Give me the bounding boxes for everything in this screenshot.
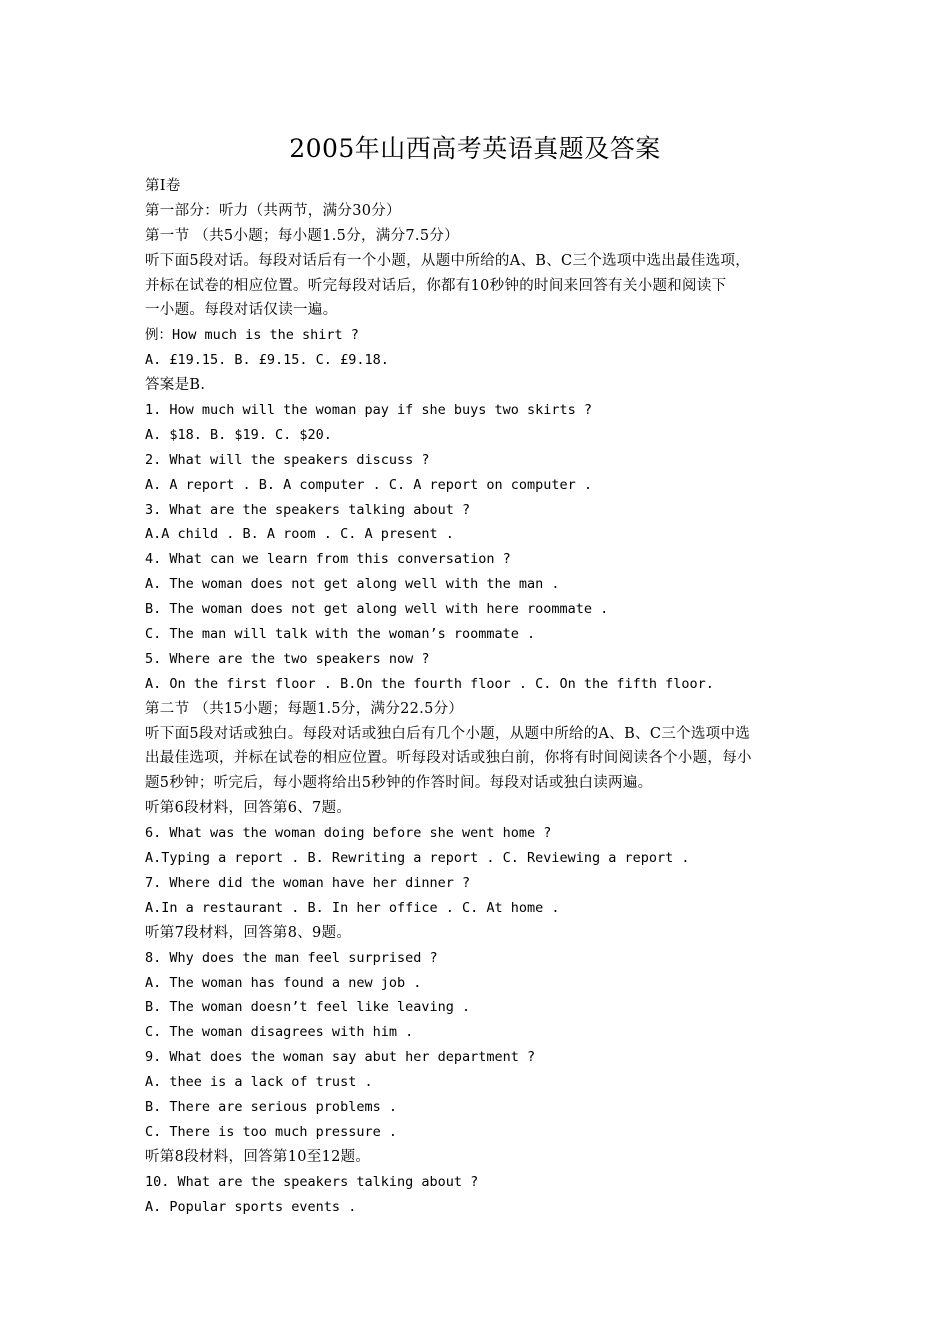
text-line: 第一节 （共5小题；每小题1.5分，满分7.5分）	[145, 227, 459, 244]
text-line: A. The woman has found a new job .	[145, 974, 422, 991]
text-line: 6. What was the woman doing before she went home ?	[145, 825, 552, 842]
text-line: 第一部分：听力（共两节，满分30分）	[145, 202, 401, 219]
text-line: A. The woman does not get along well with the man .	[145, 576, 560, 593]
text-line: A.Typing a report . B. Rewriting a report . C. Reviewing a report .	[145, 850, 690, 867]
text-line: A. £19.15. B. £9.15. C. £9.18.	[145, 352, 389, 369]
text-line: 答案是B.	[145, 377, 206, 394]
text-line: 例：How much is the shirt ?	[145, 327, 359, 344]
text-line: B. There are serious problems .	[145, 1098, 397, 1115]
text-line: A.In a restaurant . B. In her office . C. At home .	[145, 899, 560, 916]
text-line: 3. What are the speakers talking about ?	[145, 501, 471, 518]
document-body	[145, 174, 813, 1219]
text-line: A. thee is a lack of trust .	[145, 1074, 373, 1091]
text-line: A. On the first floor . B.On the fourth floor . C. On the fifth floor.	[145, 675, 714, 692]
text-line: 听第7段材料，回答第8、9题。	[145, 924, 352, 941]
text-line: 5. Where are the two speakers now ?	[145, 650, 430, 667]
document-title: 2005年山西高考英语真题及答案	[289, 134, 661, 163]
text-line: 听第6段材料，回答第6、7题。	[145, 800, 352, 817]
text-line: 4. What can we learn from this conversation ?	[145, 551, 511, 568]
text-line: C. The man will talk with the woman’s roommate .	[145, 626, 536, 643]
text-line: 1. How much will the woman pay if she buys two skirts ?	[145, 402, 593, 419]
text-line: C. The woman disagrees with him .	[145, 1024, 414, 1041]
text-line: 8. Why does the man feel surprised ?	[145, 949, 438, 966]
text-line: 听下面5段对话。每段对话后有一个小题，从题中所给的A、B、C三个选项中选出最佳选项，	[145, 252, 751, 269]
text-line: B. The woman does not get along well with here roommate .	[145, 601, 609, 618]
text-line: B. The woman doesn’t feel like leaving .	[145, 999, 471, 1016]
text-line: 第二节 （共15小题；每题1.5分，满分22.5分）	[145, 700, 464, 717]
text-line: A. $18. B. $19. C. $20.	[145, 426, 332, 443]
text-line: A.A child . B. A room . C. A present .	[145, 526, 454, 543]
text-line: 听下面5段对话或独白。每段对话或独白后有几个小题，从题中所给的A、B、C三个选项中选	[145, 725, 751, 742]
text-line: 10. What are the speakers talking about ?	[145, 1173, 479, 1190]
text-line: 2. What will the speakers discuss ?	[145, 451, 430, 468]
text-line: 7. Where did the woman have her dinner ?	[145, 874, 471, 891]
text-line: A. Popular sports events .	[145, 1198, 357, 1215]
text-line: C. There is too much pressure .	[145, 1123, 397, 1140]
text-line: 第Ⅰ卷	[145, 178, 181, 194]
text-line: 一小题。每段对话仅读一遍。	[145, 302, 338, 319]
text-line: 出最佳选项，并标在试卷的相应位置。听每段对话或独白前，你将有时间阅读各个小题，每小	[145, 750, 752, 767]
text-line: 并标在试卷的相应位置。听完每段对话后，你都有10秒钟的时间来回答有关小题和阅读下	[145, 277, 727, 294]
text-line: 9. What does the woman say abut her department ?	[145, 1049, 536, 1066]
text-line: 听第8段材料，回答第10至12题。	[145, 1148, 371, 1165]
text-line: A. A report . B. A computer . C. A report on computer .	[145, 476, 593, 493]
text-line: 题5秒钟；听完后，每小题将给出5秒钟的作答时间。每段对话或独白读两遍。	[145, 775, 653, 792]
